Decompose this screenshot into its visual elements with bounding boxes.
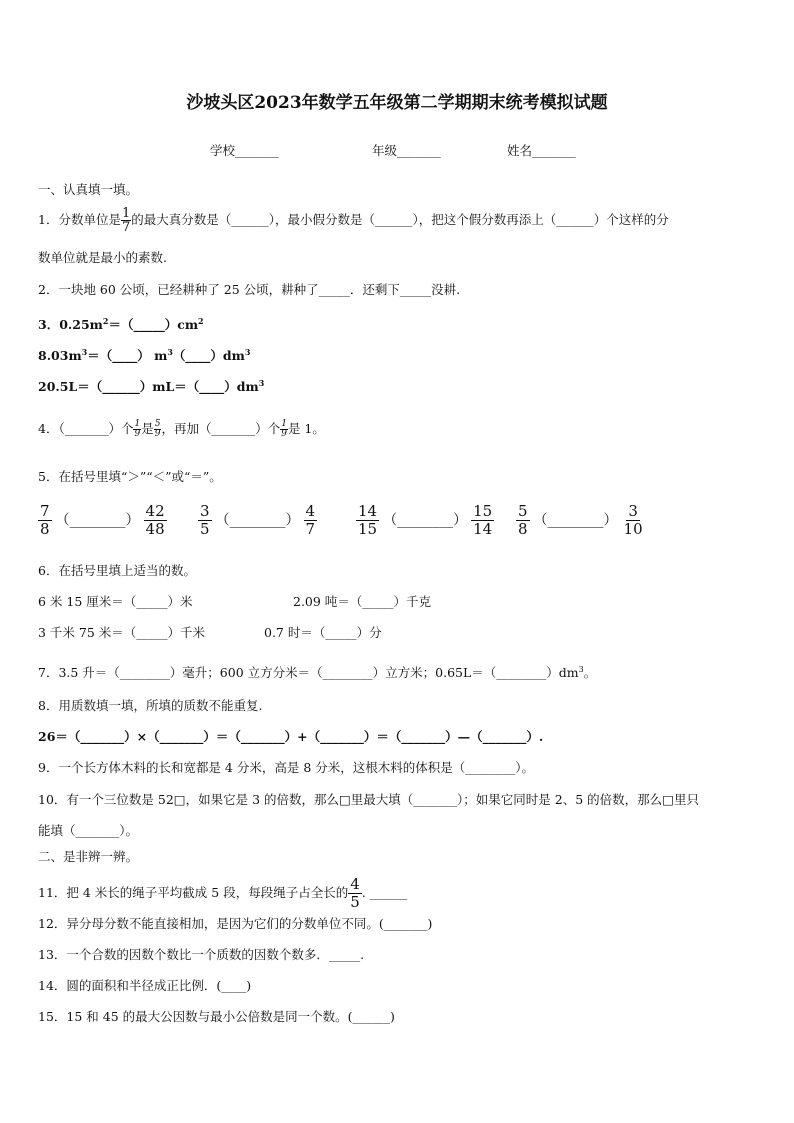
- question-15: 15．15 和 45 的最大公因数与最小公倍数是同一个数。(______): [38, 1009, 395, 1024]
- fraction: $\frac{7}{8}$: [40, 502, 50, 538]
- section-heading-2: 二、是非辨一辨。: [38, 849, 139, 864]
- question-6-row-2b: 0.7 时＝（_____）分: [264, 625, 382, 640]
- question-6-row-2a: 3 千米 75 米＝（_____）千米: [38, 625, 206, 640]
- question-3-line-1: 3．$0.25m^2=(\_\_\_\_\_)cm^2$: [38, 316, 204, 333]
- page-title: 沙坡头区2023年数学五年级第二学期期末统考模拟试题: [186, 93, 608, 113]
- question-6-row-1b: 2.09 吨＝（_____）千克: [293, 594, 432, 609]
- fraction: $\frac{3}{10}$: [623, 502, 643, 538]
- question-6-row-1a: 6 米 15 厘米＝（_____）米: [38, 594, 193, 609]
- question-1: [38, 205, 669, 235]
- question-9: 9．一个长方体木料的长和宽都是 4 分米，高是 8 分米，这根木料的体积是（________）。: [38, 760, 535, 775]
- comparison-1: $\frac{7}{8}$ （________） $\frac{42}{48}$: [40, 502, 165, 538]
- question-8-equation: 26＝（_______）×（_______）＝（_______）+（_______）＝（_______）—（_______）.: [38, 729, 544, 744]
- fraction: $\frac{3}{5}$: [200, 502, 210, 538]
- fraction: $\frac{1}{9}$: [281, 419, 287, 439]
- question-7: 7．3.5 升＝（________）毫升；600 立方分米＝（________）立方米；$0.65L=(\_\_\_\_\_\_\_\_)dm^3$。: [38, 665, 597, 681]
- question-8: 8．用质数填一填，所填的质数不能重复.: [38, 698, 263, 713]
- question-14: 14．圆的面积和半径成正比例．(____): [38, 978, 252, 993]
- fraction: $\frac{14}{15}$: [358, 502, 378, 538]
- question-6: 6．在括号里填上适当的数。: [38, 563, 196, 578]
- question-3-line-3: $20.5L=(\_\_\_\_\_\_)mL=(\_\_\_\_)dm^3$: [38, 378, 265, 395]
- fraction: $\frac{42}{48}$: [145, 502, 165, 538]
- question-11: 11．把 4 米长的绳子平均截成 5 段，每段绳子占全长的 $\frac{4}{5}$ . ______: [38, 875, 408, 911]
- name-field: 姓名_______: [507, 143, 576, 158]
- comparison-4: $\frac{5}{8}$ （________） $\frac{3}{10}$: [518, 502, 643, 538]
- question-1-continued: 数单位就是最小的素数.: [38, 250, 167, 265]
- question-10: 10．有一个三位数是 52□，如果它是 3 的倍数，那么□里最大填（_______）；如果它同时是 2、5 的倍数，那么□里只: [38, 792, 699, 807]
- section-heading-1: 一、认真填一填。: [38, 182, 139, 197]
- question-4: 4．（_______）个 $\frac{1}{9}$ 是 $\frac{5}{9}$ ，再加（_______）个 $\frac{1}{9}$ 是 1。: [38, 419, 325, 439]
- grade-field: 年级_______: [372, 143, 441, 158]
- fraction: $\frac{4}{5}$: [350, 875, 360, 911]
- comparison-3: $\frac{14}{15}$ （________） $\frac{15}{14}$: [358, 502, 493, 538]
- question-3-line-2: $8.03m^3=(\_\_\_\_)$ $m^3(\_\_\_\_)dm^3$: [38, 347, 251, 364]
- fraction: $\frac{5}{9}$: [154, 419, 161, 439]
- fraction: $\frac{4}{7}$: [305, 502, 316, 538]
- question-12: 12．异分母分数不能直接相加，是因为它们的分数单位不同。(_______): [38, 916, 433, 931]
- question-5: 5．在括号里填“＞”“＜”或“＝”。: [38, 469, 222, 484]
- question-13: 13．一个合数的因数个数比一个质数的因数个数多．_____.: [38, 947, 365, 962]
- question-1-text-a: 1．分数单位是: [38, 212, 121, 227]
- question-1-text-b: 的最大真分数是（______），最小假分数是（______），把这个假分数再添上（______）个这样的分: [131, 212, 669, 227]
- school-field: 学校_______: [210, 143, 279, 158]
- fraction: $\frac{15}{14}$: [473, 502, 493, 538]
- fraction: $\frac{5}{8}$: [518, 502, 528, 538]
- fraction: $\frac{1}{7}$: [121, 206, 131, 235]
- question-2: 2．一块地 60 公顷，已经耕种了 25 公顷，耕种了_____．还剩下_____没耕.: [38, 282, 461, 297]
- fraction: $\frac{1}{9}$: [134, 419, 141, 439]
- comparison-2: $\frac{3}{5}$ （________） $\frac{4}{7}$: [200, 502, 316, 538]
- question-10-continued: 能填（_______）。: [38, 823, 139, 838]
